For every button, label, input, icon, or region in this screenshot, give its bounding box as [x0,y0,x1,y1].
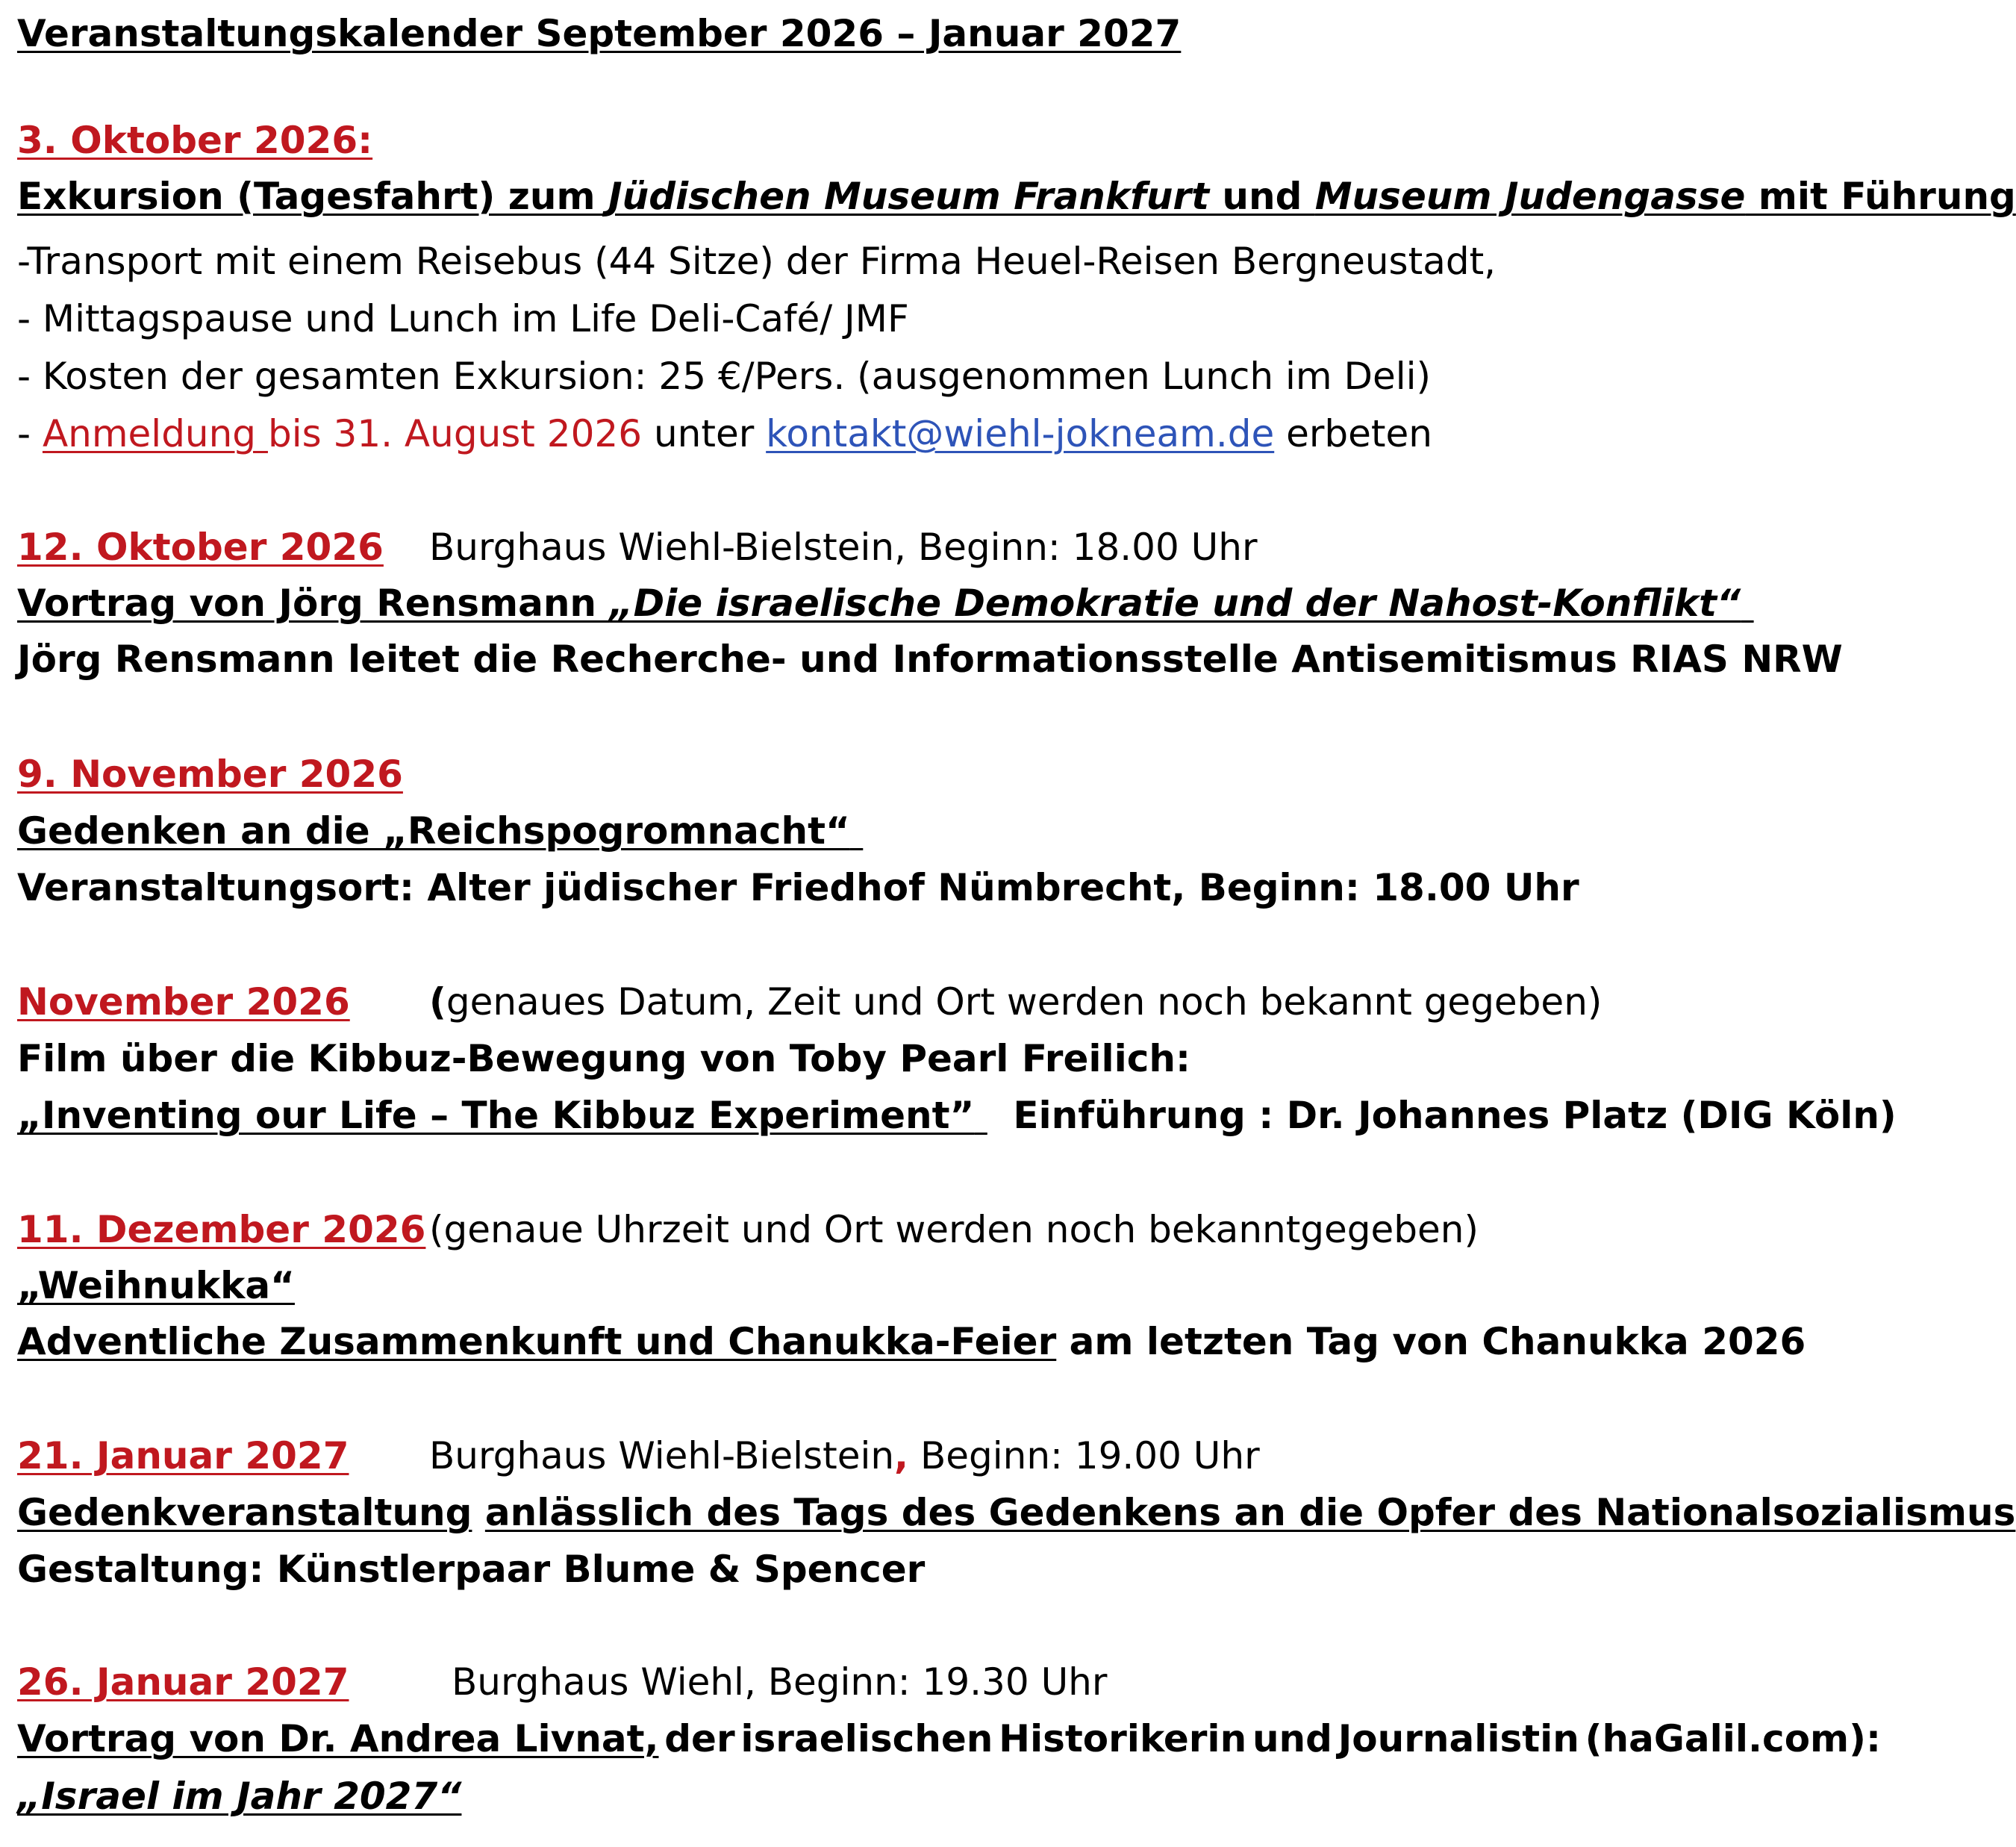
museum-name: Museum Judengasse [1314,175,1746,218]
event-design-info: Gestaltung: Künstlerpaar Blume & Spencer [17,1548,926,1591]
heading-word: und [1252,1717,1332,1760]
location-text: Beginn: 19.00 Uhr [908,1434,1260,1477]
registration-text: erbeten [1274,412,1432,455]
heading-word: israelischen [740,1717,993,1760]
event-heading-excursion [17,175,2016,218]
film-title-row [17,1094,1897,1137]
event-location-oct-12: Burghaus Wiehl-Bielstein, Beginn: 18.00 Uhr [429,526,1258,569]
film-description: Film über die Kibbuz-Bewegung von Toby Pearl Freilich: [17,1037,1190,1080]
list-dash: - [17,412,43,455]
event-calendar-page [17,0,2016,1847]
excursion-detail-cost: - Kosten der gesamten Exkursion: 25 €/Pers. (ausgenommen Lunch im Deli) [17,355,1432,398]
underline-trail [974,1097,990,1134]
note-text: genaues Datum, Zeit und Ort werden noch bekannt gegeben) [446,980,1602,1024]
event-description-chanukka [17,1320,1806,1363]
page-title: Veranstaltungskalender September 2026 – Januar 2027 [17,12,1182,55]
location-comma: , [894,1434,909,1477]
lecture-title-israel-2027: „Israel im Jahr 2027“ [17,1775,462,1818]
description-text: am letzten Tag von Chanukka 2026 [1056,1320,1806,1363]
excursion-detail-registration [17,412,1432,455]
event-title-weihnukka: „Weihnukka“ [17,1264,295,1307]
event-heading-lecture-livnat [17,1717,1881,1760]
event-venue-nov-9: Veranstaltungsort: Alter jüdischer Friedhof Nümbrecht, Beginn: 18.00 Uhr [17,866,1579,909]
heading-text: Gedenkveranstaltung [17,1491,472,1534]
event-date-oct-12: 12. Oktober 2026 [17,526,384,569]
lecture-speaker-info: Jörg Rensmann leitet die Recherche- und Informationsstelle Antisemitismus RIAS NRW [17,638,1843,681]
heading-text: anlässlich des Tags des Gedenkens an die Opfer des Nationalsozialismus [484,1491,2016,1534]
heading-word: der [664,1717,735,1760]
underline-trail [1741,585,1808,622]
event-heading-pogromnacht [17,809,906,853]
excursion-detail-lunch: - Mittagspause und Lunch im Life Deli-Café/ JMF [17,297,909,340]
event-date-nov: November 2026 [17,980,350,1024]
event-row-oct-12 [17,526,384,569]
description-underlined: Adventliche Zusammenkunft und Chanukka-Feier [17,1320,1057,1363]
film-introduction: Einführung : Dr. Johannes Platz (DIG Köln) [1013,1094,1897,1137]
underline-trail [850,812,906,850]
event-date-jan-26: 26. Januar 2027 [17,1660,349,1704]
contact-email-link[interactable]: kontakt@wiehl-jokneam.de [766,412,1275,455]
event-date-jan-21: 21. Januar 2027 [17,1434,349,1477]
event-date-nov-9: 9. November 2026 [17,753,403,796]
event-date-oct-3: 3. Oktober 2026: [17,119,373,162]
lecture-title: „Die israelische Demokratie und der Nahost-Konflikt“ [609,582,1741,625]
heading-text: mit Führung [1745,175,2016,218]
heading-text: Exkursion (Tagesfahrt) zum [17,175,608,218]
event-note-dec-11: (genaue Uhrzeit und Ort werden noch bekanntgegeben) [429,1208,1479,1251]
registration-text: unter [642,412,767,455]
event-location-jan-26: Burghaus Wiehl, Beginn: 19.30 Uhr [452,1660,1108,1704]
heading-text: Vortrag von Jörg Rensmann [17,582,610,625]
registration-label: Anmeldung [42,412,268,455]
note-paren: ( [429,980,446,1024]
heading-text: Gedenken an die „Reichspogromnacht“ [17,809,850,853]
heading-text: und [1208,175,1315,218]
event-date-dec-11: 11. Dezember 2026 [17,1208,426,1251]
location-text: Burghaus Wiehl-Bielstein [429,1434,895,1477]
event-note-nov [429,980,1602,1024]
event-location-jan-21 [429,1434,1260,1477]
heading-word: Historikerin [999,1717,1247,1760]
heading-word: Journalistin [1338,1717,1579,1760]
museum-name: Jüdischen Museum Frankfurt [608,175,1209,218]
film-title: „Inventing our Life – The Kibbuz Experiment” [17,1094,975,1137]
excursion-detail-transport: -Transport mit einem Reisebus (44 Sitze) der Firma Heuel-Reisen Bergneustadt, [17,240,1497,283]
event-heading-gedenkveranstaltung [17,1491,2016,1534]
heading-word: (haGalil.com): [1585,1717,1881,1760]
event-heading-lecture-rensmann [17,582,1808,625]
heading-word: Vortrag von Dr. Andrea Livnat, [17,1717,659,1760]
registration-deadline: bis 31. August 2026 [267,412,643,455]
